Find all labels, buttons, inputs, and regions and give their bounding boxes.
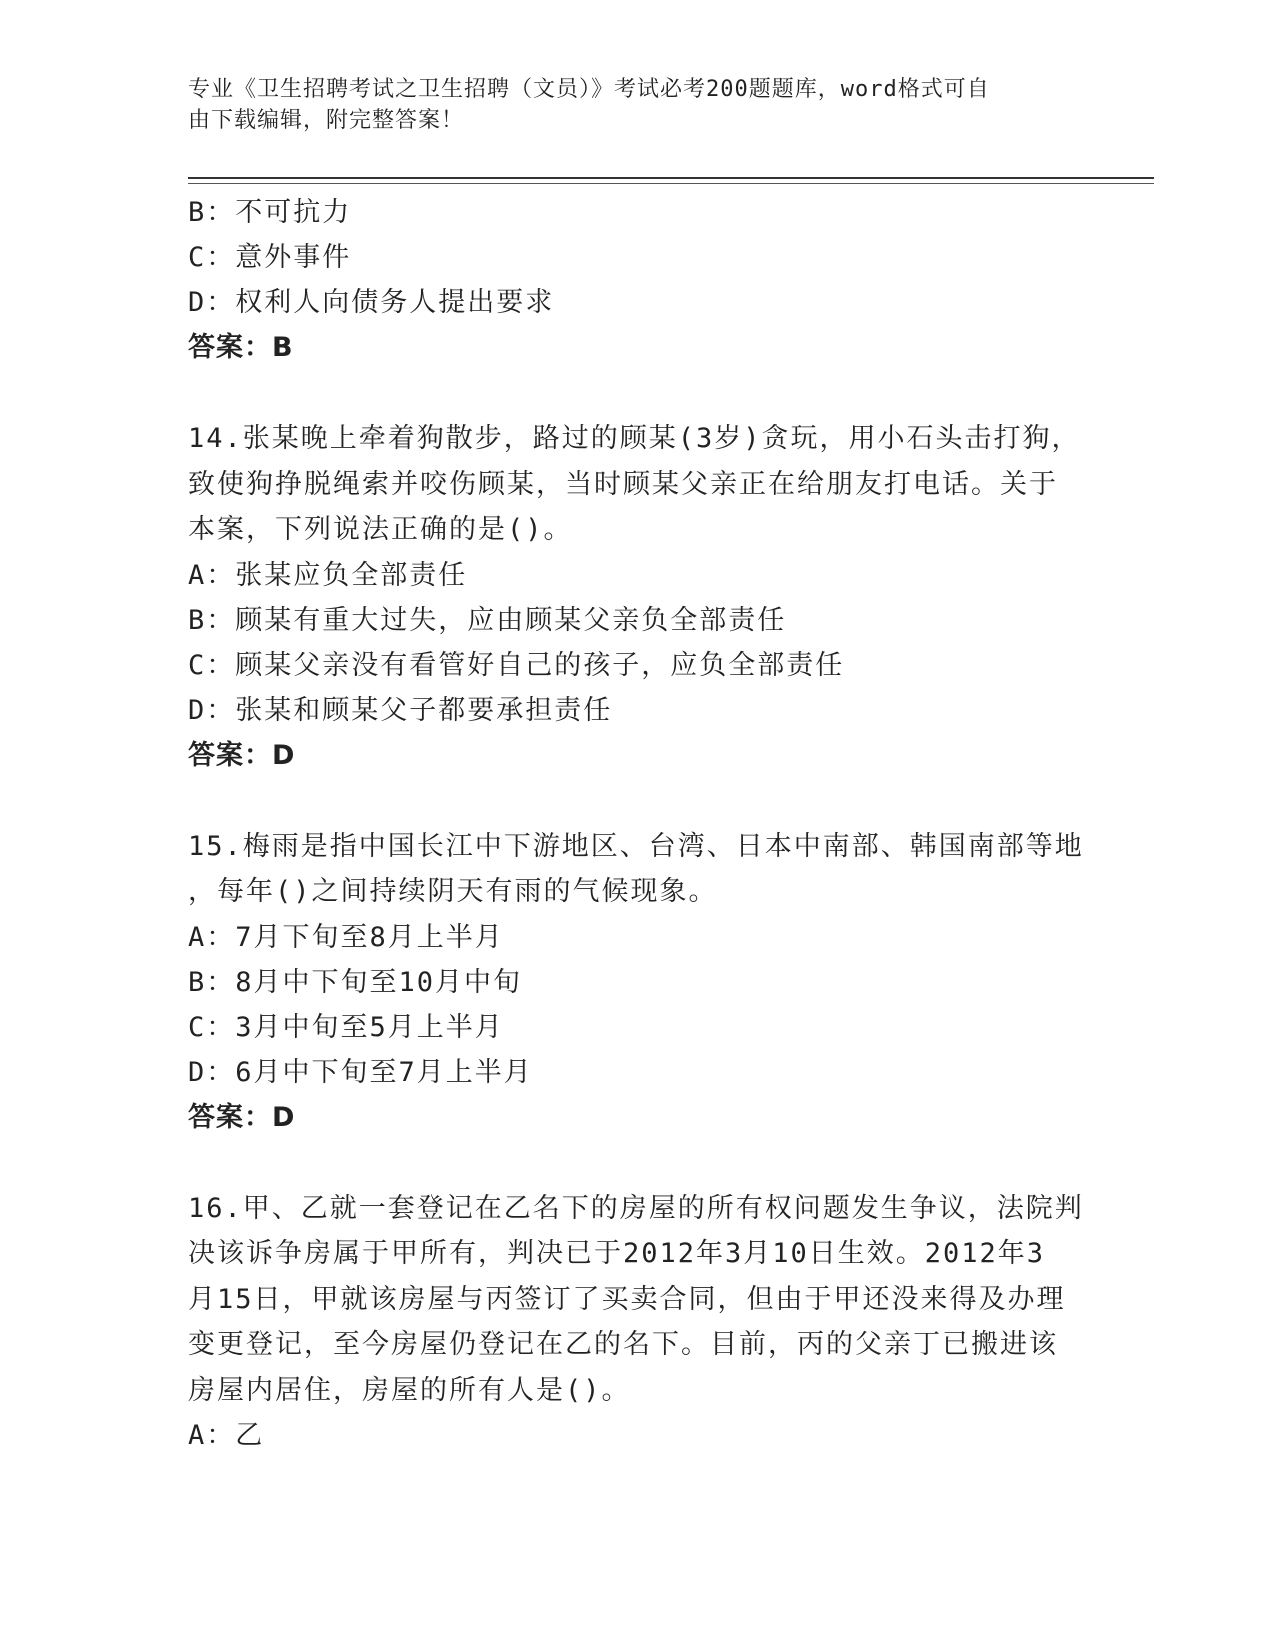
option-b: B：不可抗力: [188, 197, 352, 228]
question-stem-line: 决该诉争房属于甲所有，判决已于2012年3月10日生效。2012年3: [188, 1238, 1046, 1269]
answer-line: 答案：D: [188, 739, 296, 771]
question-stem-line: 15.梅雨是指中国长江中下游地区、台湾、日本中南部、韩国南部等地: [188, 830, 1084, 862]
question-stem-line: 14.张某晚上牵着狗散步，路过的顾某(3岁)贪玩，用小石头击打狗，: [188, 423, 1081, 454]
question-stem-line: 本案，下列说法正确的是()。: [188, 514, 573, 545]
option-c: C：顾某父亲没有看管好自己的孩子，应负全部责任: [188, 649, 845, 681]
question-spacer: [188, 778, 1088, 824]
option-b: B：8月中下旬至10月中旬: [188, 966, 523, 998]
option-a: A：7月下旬至8月上半月: [188, 921, 504, 953]
question-list: [188, 190, 1088, 1458]
question-13-tail: [188, 190, 1088, 370]
header-divider-thick: [188, 177, 1154, 179]
answer-line: 答案：D: [188, 1101, 296, 1133]
question-stem-line: 月15日，甲就该房屋与丙签订了买卖合同，但由于甲还没来得及办理: [188, 1283, 1066, 1315]
header-line-1: 专业《卫生招聘考试之卫生招聘（文员）》考试必考200题题库，word格式可自: [188, 77, 990, 102]
document-header: [188, 74, 1078, 136]
option-d: D：6月中下旬至7月上半月: [188, 1056, 533, 1088]
question-spacer: [188, 1140, 1088, 1186]
question-stem-line: 变更登记，至今房屋仍登记在乙的名下。目前，丙的父亲丁已搬进该: [188, 1329, 1058, 1360]
question-stem-line: 16.甲、乙就一套登记在乙名下的房屋的所有权问题发生争议，法院判: [188, 1192, 1084, 1224]
question-16: [188, 1186, 1088, 1459]
question-stem-line: 房屋内居住，房屋的所有人是()。: [188, 1374, 631, 1406]
header-divider-thin: [188, 183, 1154, 184]
question-15: [188, 824, 1088, 1140]
option-d: D：权利人向债务人提出要求: [188, 287, 555, 318]
answer-line: 答案：B: [188, 332, 294, 363]
question-spacer: [188, 370, 1088, 416]
header-line-2: 由下载编辑，附完整答案！: [188, 108, 465, 133]
question-stem-line: 致使狗挣脱绳索并咬伤顾某，当时顾某父亲正在给朋友打电话。关于: [188, 468, 1058, 500]
question-stem-line: ，每年()之间持续阴天有雨的气候现象。: [188, 876, 718, 907]
option-a: A：张某应负全部责任: [188, 559, 468, 591]
option-c: C：3月中旬至5月上半月: [188, 1011, 504, 1043]
option-d: D：张某和顾某父子都要承担责任: [188, 694, 613, 726]
option-b: B：顾某有重大过失，应由顾某父亲负全部责任: [188, 604, 787, 636]
question-14: [188, 416, 1088, 778]
option-c: C：意外事件: [188, 242, 352, 273]
option-a: A：乙: [188, 1420, 265, 1451]
